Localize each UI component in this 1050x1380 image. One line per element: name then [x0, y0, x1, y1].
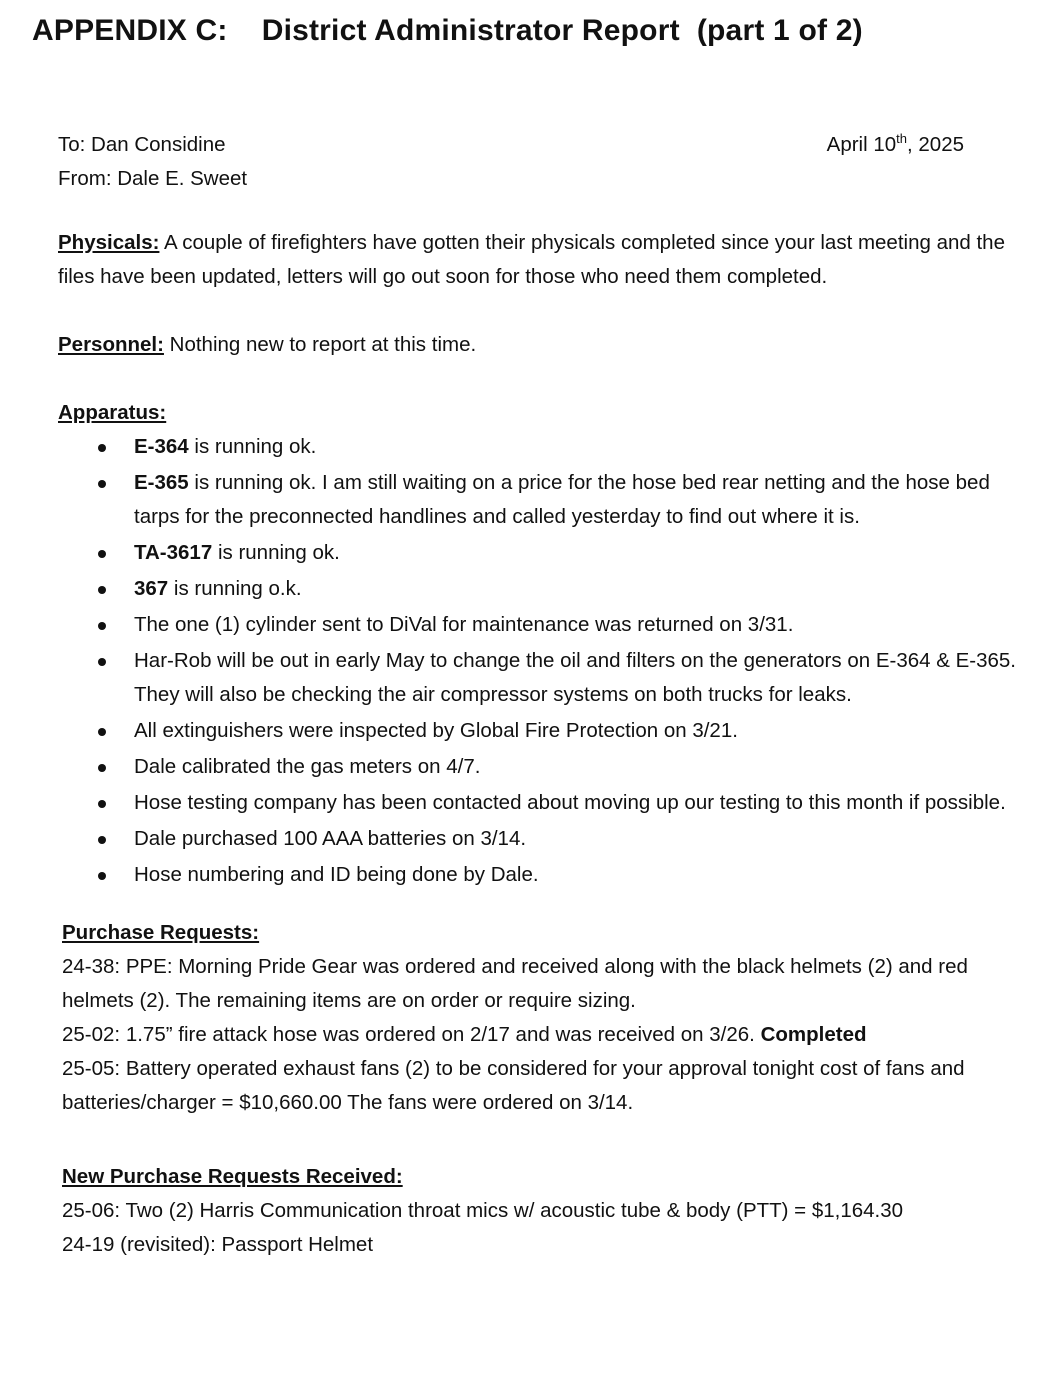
memo-date	[827, 128, 964, 162]
personnel-label: Personnel:	[58, 333, 164, 356]
date-month-day: April 10	[826, 133, 897, 156]
new-purchase-requests-heading	[62, 1160, 1028, 1194]
bullet-icon	[98, 658, 106, 666]
list-item: E-364 is running ok.	[88, 430, 1028, 464]
appendix-label: APPENDIX C:	[32, 14, 228, 47]
personnel-section	[58, 328, 1028, 362]
list-item: Hose testing company has been contacted about moving up our testing to this month if possible.	[88, 786, 1028, 820]
memo-to: To: Dan Considine	[58, 133, 226, 156]
report-body	[58, 128, 1028, 1262]
date-year: , 2025	[907, 133, 964, 156]
bullet-icon	[98, 836, 106, 844]
physicals-label: Physicals:	[58, 231, 160, 254]
list-item: Dale purchased 100 AAA batteries on 3/14.	[88, 822, 1028, 856]
new-purchase-request-item: 25-06: Two (2) Harris Communication throat mics w/ acoustic tube & body (PTT) = $1,164.30	[62, 1199, 904, 1222]
list-item: Hose numbering and ID being done by Dale.	[88, 858, 1028, 892]
purchase-request-item: 24-38: PPE: Morning Pride Gear was ordered and received along with the black helmets (2) and red helmets (2). The remaining items are on order or require sizing.	[62, 955, 968, 1012]
purchase-requests-section	[62, 916, 1028, 1262]
purchase-request-item: 25-05: Battery operated exhaust fans (2) to be considered for your approval tonight cost of fans and batteries/charger = $10,660.00 The fans were ordered on 3/14.	[62, 1057, 965, 1114]
purchase-requests-heading	[62, 916, 1028, 950]
physicals-section	[58, 226, 1028, 294]
apparatus-heading	[58, 396, 1028, 430]
list-item: Dale calibrated the gas meters on 4/7.	[88, 750, 1028, 784]
bullet-icon	[98, 622, 106, 630]
purchase-requests-label: Purchase Requests:	[62, 921, 260, 944]
personnel-text: Nothing new to report at this time.	[169, 333, 477, 356]
purchase-request-item: 25-02: 1.75” fire attack hose was ordered on 2/17 and was received on 3/26. Completed	[62, 1023, 867, 1046]
apparatus-label: Apparatus:	[58, 401, 167, 424]
bullet-icon	[98, 764, 106, 772]
bullet-icon	[98, 728, 106, 736]
bullet-icon	[98, 444, 106, 452]
bullet-icon	[98, 800, 106, 808]
new-purchase-requests-label: New Purchase Requests Received:	[62, 1165, 403, 1188]
new-purchase-request-item: 24-19 (revisited): Passport Helmet	[62, 1233, 374, 1256]
list-item: 367 is running o.k.	[88, 572, 1028, 606]
list-item: E-365 is running ok. I am still waiting on a price for the hose bed rear netting and the hose bed tarps for the preconnected handlines and called yesterday to find out where it is.	[88, 466, 1028, 534]
apparatus-list	[58, 430, 1028, 892]
bullet-icon	[98, 872, 106, 880]
date-ordinal: th	[896, 131, 907, 147]
page-title	[32, 14, 863, 48]
list-item: Har-Rob will be out in early May to change the oil and filters on the generators on E-364 & E-365. They will also be checking the air compressor systems on both trucks for leaks.	[88, 644, 1028, 712]
report-title: District Administrator Report (part 1 of 2)	[261, 14, 863, 47]
bullet-icon	[98, 586, 106, 594]
memo-header-row	[58, 128, 1028, 162]
memo-from: From: Dale E. Sweet	[58, 167, 248, 190]
status-badge: Completed	[760, 1023, 867, 1046]
list-item: All extinguishers were inspected by Global Fire Protection on 3/21.	[88, 714, 1028, 748]
bullet-icon	[98, 480, 106, 488]
list-item: The one (1) cylinder sent to DiVal for maintenance was returned on 3/31.	[88, 608, 1028, 642]
list-item: TA-3617 is running ok.	[88, 536, 1028, 570]
physicals-text: A couple of firefighters have gotten their physicals completed since your last meeting and the files have been updated, letters will go out soon for those who need them completed.	[58, 231, 1005, 288]
bullet-icon	[98, 550, 106, 558]
